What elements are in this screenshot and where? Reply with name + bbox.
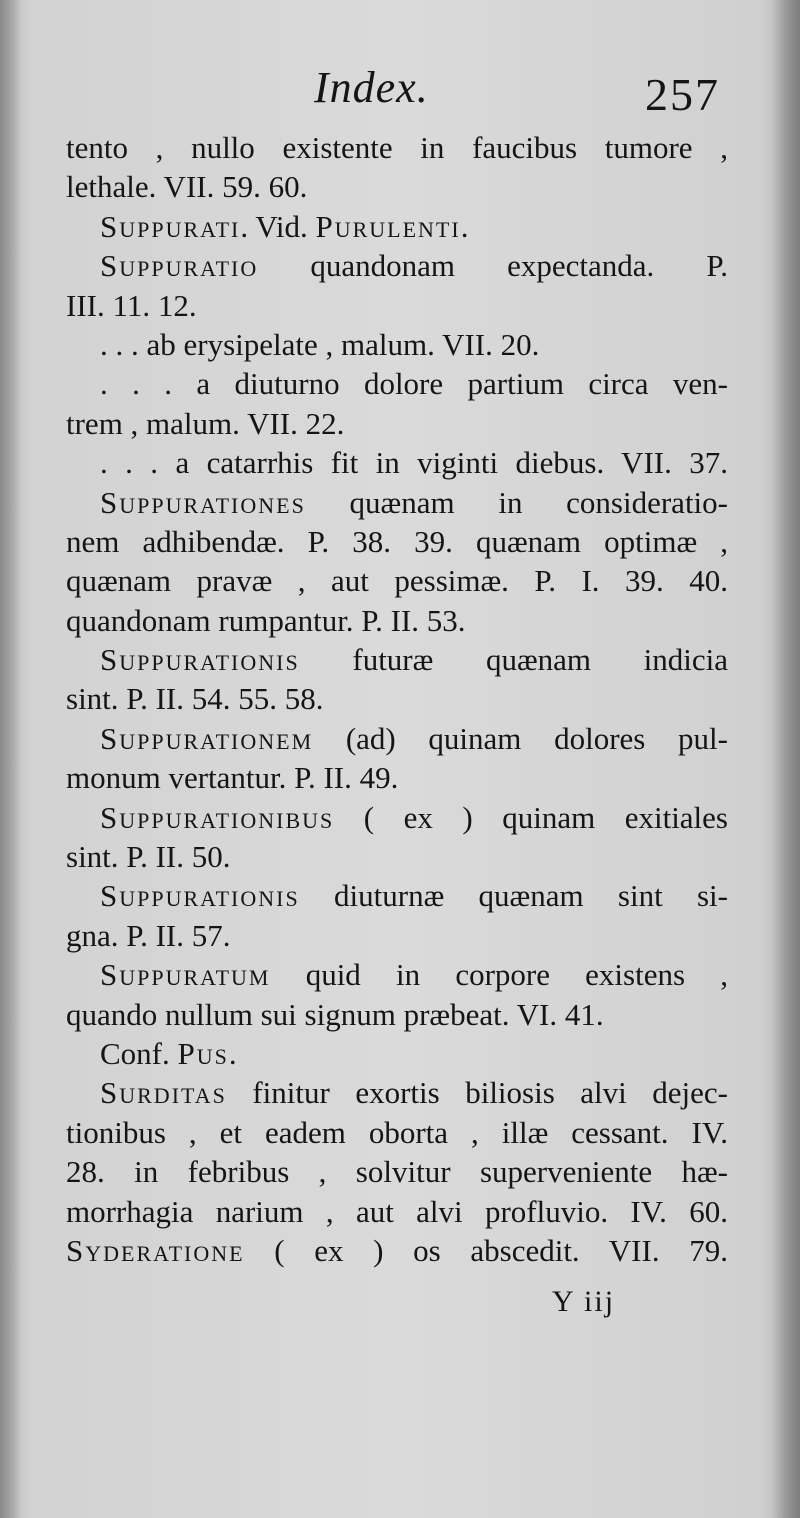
index-text: lethale. VII. 59. 60. [66, 169, 308, 205]
index-text: ( ex ) os abscedit. VII. 79. [244, 1232, 728, 1268]
page-gutter-shadow [0, 0, 22, 1518]
index-line [66, 1231, 728, 1270]
index-text: tento , nullo existente in faucibus tumore , [66, 130, 728, 165]
index-headword: Purulenti [315, 208, 461, 244]
index-text: quænam in consideratio- [305, 484, 728, 520]
index-text: diuturnæ quænam sint si- [299, 878, 728, 914]
index-headword: Suppurati [100, 208, 241, 244]
index-line [66, 640, 728, 679]
index-text: . Vid. [240, 208, 316, 244]
index-headword: Suppuratio [100, 248, 259, 284]
running-title: Index. [314, 63, 429, 112]
index-text-block [66, 128, 728, 1270]
index-line [66, 246, 728, 285]
index-line [66, 837, 728, 876]
page-edge-shadow [772, 0, 800, 1518]
running-head [60, 62, 720, 132]
index-line [66, 1152, 728, 1191]
index-text: quandonam expectanda. P. [258, 248, 728, 284]
index-text: sint. P. II. 50. [66, 839, 231, 875]
index-line [66, 679, 728, 718]
index-text: . . . ab erysipelate , malum. VII. 20. [100, 326, 540, 362]
index-headword: Syderatione [66, 1232, 245, 1268]
signature-mark: Y iij [552, 1285, 616, 1318]
index-line [66, 1113, 728, 1152]
index-line [66, 286, 728, 325]
index-line [66, 1073, 728, 1112]
index-text: futuræ quænam indicia [299, 642, 728, 678]
index-line [66, 758, 728, 797]
page-number: 257 [645, 69, 720, 120]
index-text: quando nullum sui signum præbeat. VI. 41. [66, 996, 604, 1032]
index-line [66, 128, 728, 167]
index-line [66, 719, 728, 758]
index-line [66, 443, 728, 482]
index-headword: Suppurationibus [100, 799, 335, 835]
index-headword: Suppurationis [100, 642, 300, 678]
index-text: quænam pravæ , aut pessimæ. P. I. 39. 40. [66, 563, 728, 599]
index-line [66, 1192, 728, 1231]
index-text: III. 11. 12. [66, 287, 197, 323]
index-line [66, 167, 728, 206]
index-line [66, 404, 728, 443]
index-headword: Surditas [100, 1075, 227, 1111]
index-text: trem , malum. VII. 22. [66, 405, 345, 441]
index-line [66, 601, 728, 640]
index-text: quandonam rumpantur. P. II. 53. [66, 602, 466, 638]
index-headword: Suppurationes [100, 484, 306, 520]
index-text: tionibus , et eadem oborta , illæ cessant. IV. [66, 1114, 728, 1150]
index-text: finitur exortis biliosis alvi dejec- [226, 1075, 728, 1111]
index-text: morrhagia narium , aut alvi profluvio. IV. 60. [66, 1193, 728, 1229]
index-line [66, 876, 728, 915]
index-text: . [460, 208, 469, 244]
index-text: ( ex ) quinam exitiales [334, 799, 728, 835]
index-text: Conf. [100, 1035, 178, 1071]
index-headword: Pus [177, 1035, 229, 1071]
index-text: monum vertantur. P. II. 49. [66, 760, 399, 796]
index-line [66, 522, 728, 561]
index-line [66, 483, 728, 522]
index-line [66, 1034, 728, 1073]
index-line [66, 916, 728, 955]
index-text: . . . a diuturno dolore partium circa ven- [100, 366, 728, 402]
index-text: sint. P. II. 54. 55. 58. [66, 681, 324, 717]
index-text: quid in corpore existens , [270, 957, 728, 993]
index-headword: Suppuratum [100, 957, 271, 993]
index-text: . . . a catarrhis fit in viginti diebus. VII. 37. [100, 445, 728, 481]
index-line [66, 325, 728, 364]
index-line [66, 995, 728, 1034]
index-text: (ad) quinam dolores pul- [313, 720, 728, 756]
index-text: . [228, 1035, 237, 1071]
index-headword: Suppurationis [100, 878, 300, 914]
index-line [66, 955, 728, 994]
index-headword: Suppurationem [100, 720, 314, 756]
index-text: 28. in febribus , solvitur superveniente hæ- [66, 1154, 728, 1190]
index-line [66, 207, 728, 246]
index-line [66, 364, 728, 403]
index-text: gna. P. II. 57. [66, 917, 231, 953]
index-text: nem adhibendæ. P. 38. 39. quænam optimæ , [66, 523, 728, 559]
index-line [66, 798, 728, 837]
index-line [66, 561, 728, 600]
